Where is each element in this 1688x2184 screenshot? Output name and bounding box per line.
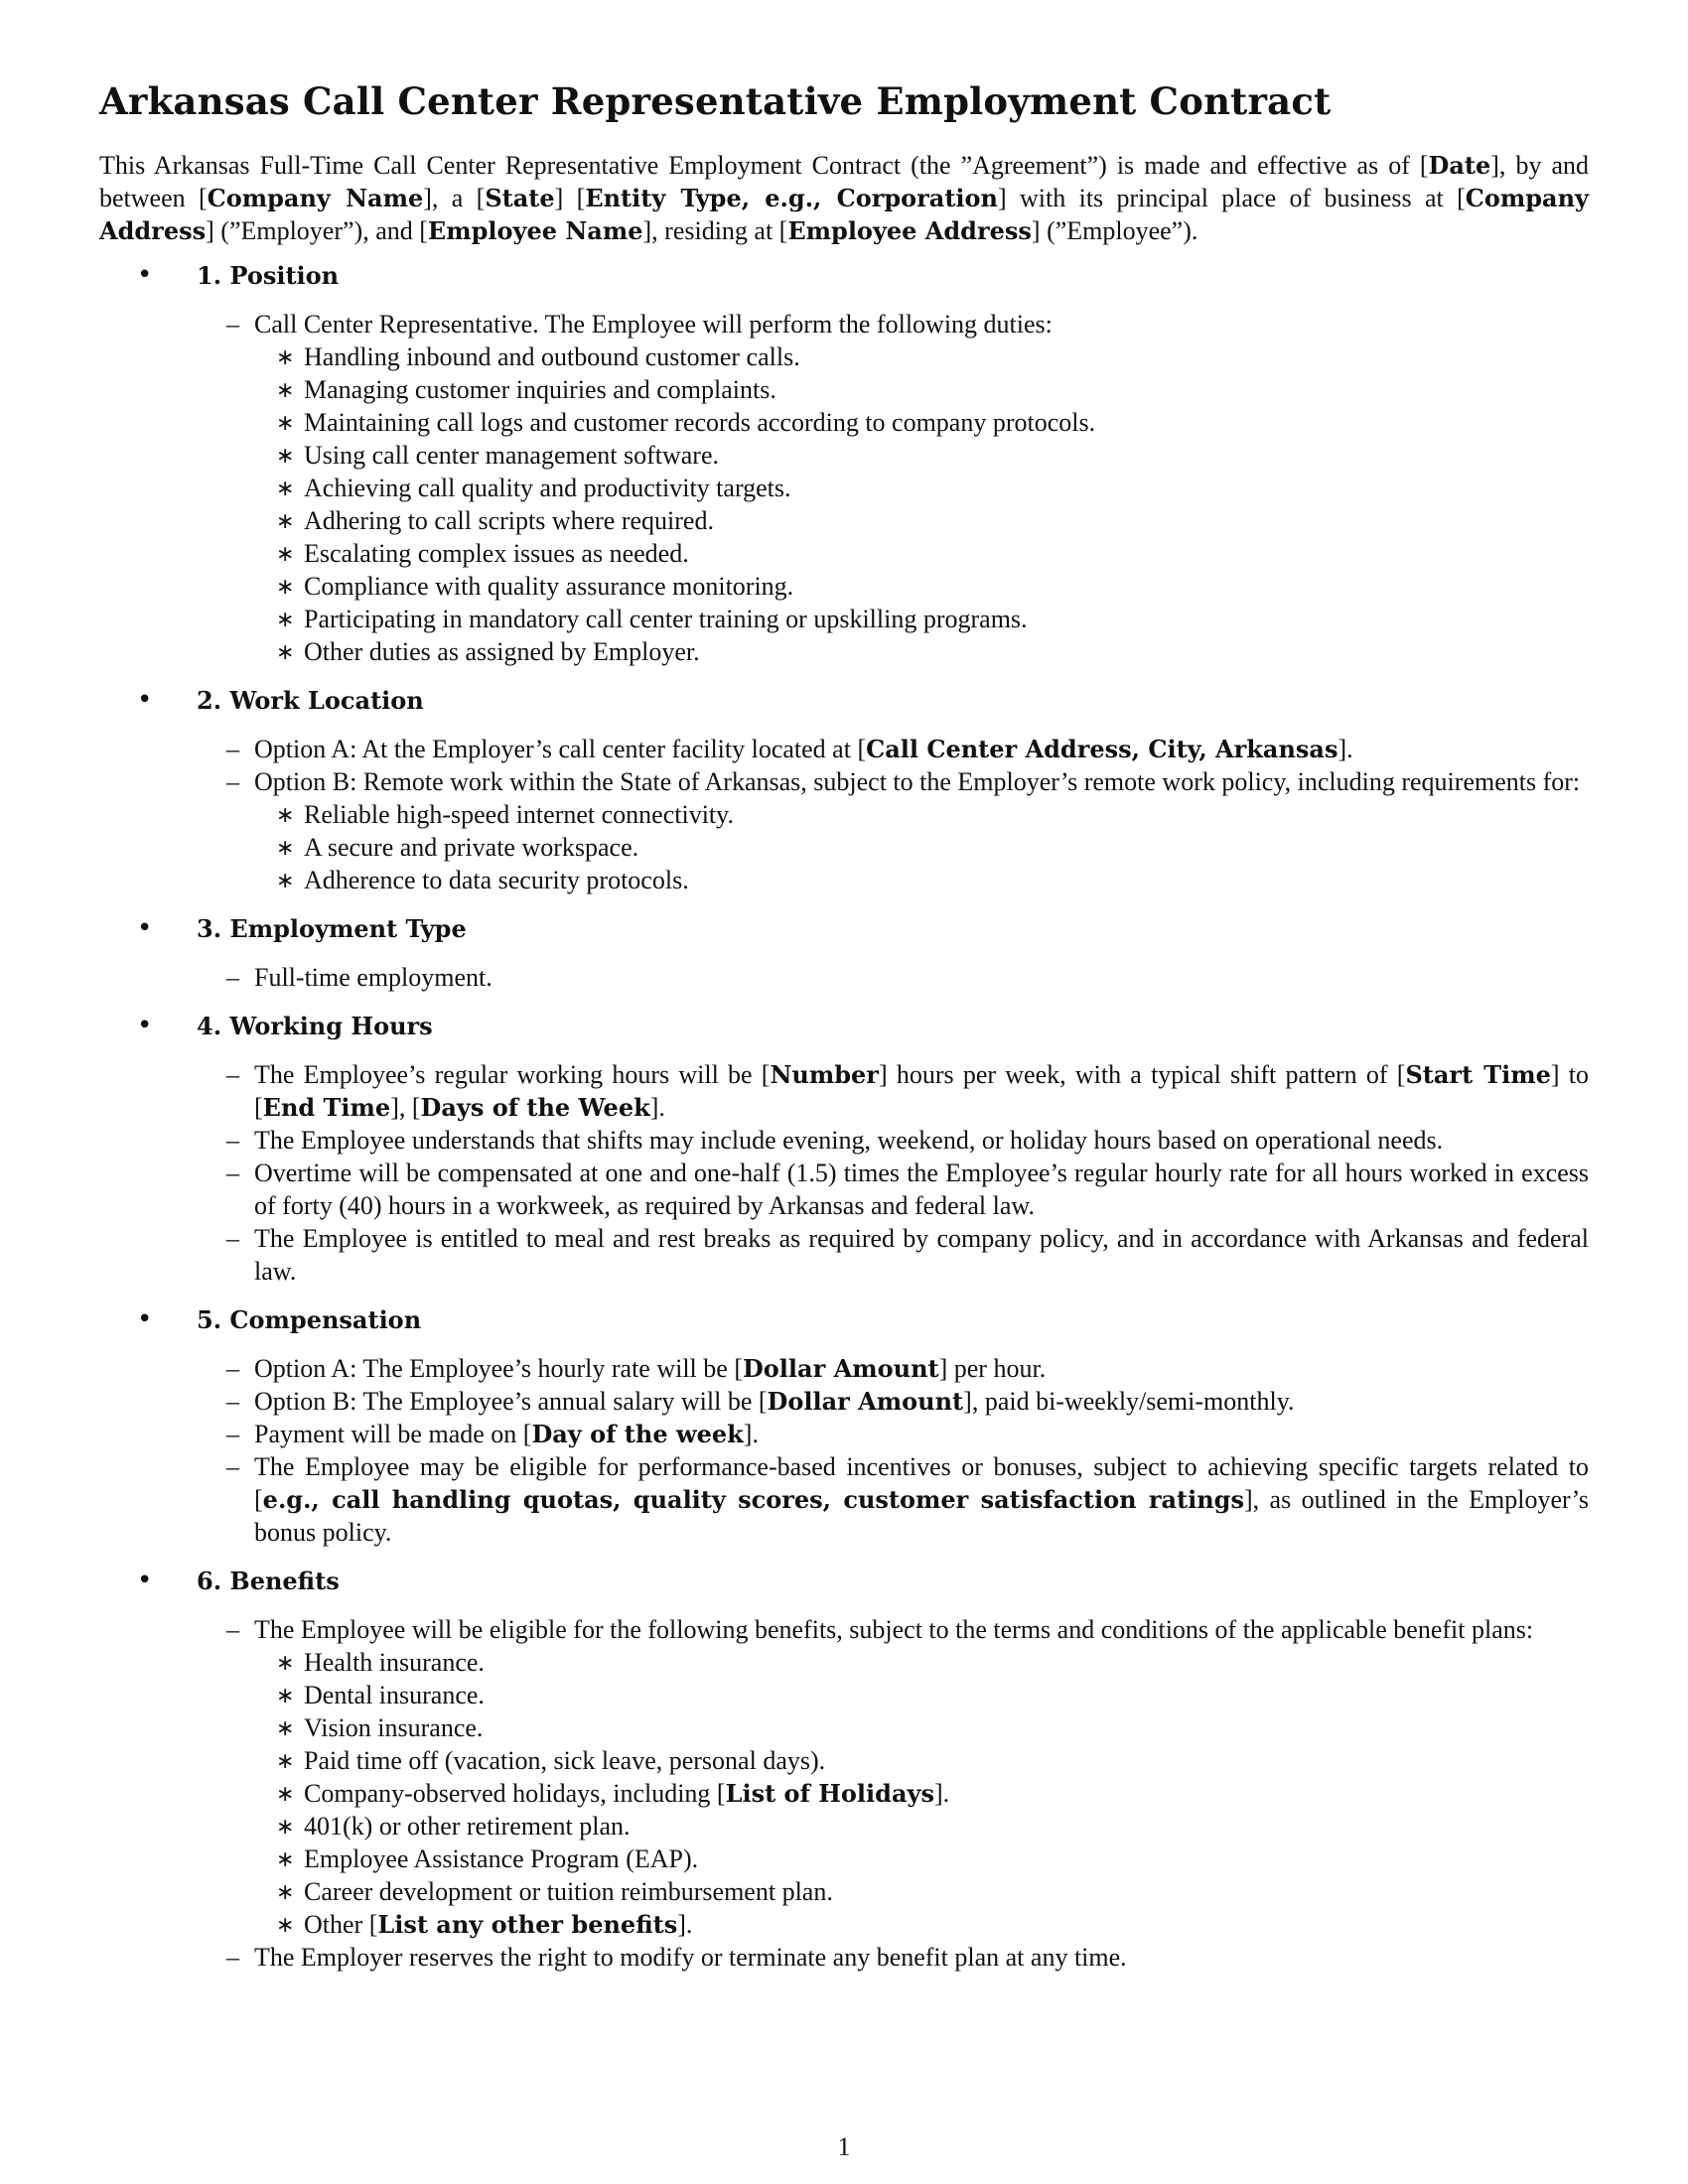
list-item <box>226 1613 1589 1941</box>
bullet-icon: • <box>137 1011 153 1040</box>
bullet-icon: • <box>137 260 153 290</box>
list-item <box>226 765 1589 896</box>
item-text: ], [ <box>390 1093 421 1122</box>
asterisk-icon: ∗ <box>276 476 295 500</box>
sub-item-text: ]. <box>933 1779 950 1808</box>
sub-list-item <box>276 341 1589 373</box>
placeholder-days-of-week: Days of the Week <box>420 1093 650 1122</box>
sub-list-item <box>276 1875 1589 1908</box>
bullet-icon: • <box>137 1304 153 1334</box>
sub-item-text: Escalating complex issues as needed. <box>304 539 689 568</box>
bullet-icon: • <box>137 913 153 943</box>
document-title: Arkansas Call Center Representative Employment Contract <box>99 79 1332 123</box>
sub-list-item <box>276 504 1589 537</box>
placeholder-bonus-targets: e.g., call handling quotas, quality scores, customer satisfaction ratings <box>262 1485 1244 1514</box>
asterisk-icon: ∗ <box>276 443 295 468</box>
sub-list-item <box>276 1843 1589 1875</box>
item-text: The Employee’s regular working hours will be [ <box>254 1060 771 1089</box>
item-text: The Employer reserves the right to modify or terminate any benefit plan at any time. <box>254 1943 1127 1972</box>
sub-list-item <box>276 831 1589 864</box>
placeholder-day-of-week: Day of the week <box>531 1420 744 1448</box>
sub-item-text: ]. <box>677 1910 693 1939</box>
section-heading: 6. Benefits <box>197 1567 340 1595</box>
section-work-location <box>99 684 1589 896</box>
asterisk-icon: ∗ <box>276 410 295 435</box>
sub-item-text: Health insurance. <box>304 1648 485 1677</box>
dash-icon: – <box>226 963 239 992</box>
asterisk-icon: ∗ <box>276 1650 295 1675</box>
item-text: Option A: At the Employer’s call center facility located at [ <box>254 735 867 763</box>
dash-icon: – <box>226 767 239 796</box>
asterisk-icon: ∗ <box>276 1748 295 1773</box>
intro-text: ], by and between [ <box>99 151 1589 212</box>
sub-item-text: 401(k) or other retirement plan. <box>304 1812 631 1841</box>
item-text: ], paid bi-weekly/semi-monthly. <box>963 1387 1295 1416</box>
sub-item-text: Vision insurance. <box>304 1713 484 1742</box>
intro-text: ], residing at [ <box>642 216 788 245</box>
placeholder-date: Date <box>1428 151 1491 180</box>
sub-item-text: Other duties as assigned by Employer. <box>304 637 700 666</box>
item-text: The Employee is entitled to meal and rest breaks as required by company policy, and in accordance with Arkansas and federal law. <box>254 1224 1589 1286</box>
placeholder-call-center-address: Call Center Address, City, Arkansas <box>866 735 1338 763</box>
list-item <box>226 1450 1589 1549</box>
sub-item-text: Reliable high-speed internet connectivity. <box>304 800 734 829</box>
asterisk-icon: ∗ <box>276 1715 295 1740</box>
item-list <box>226 1058 1589 1288</box>
intro-text: ] (”Employee”). <box>1031 216 1198 245</box>
item-text: ], as outlined in the Employer’s bonus policy. <box>254 1485 1589 1547</box>
sub-item-text: A secure and private workspace. <box>304 833 639 862</box>
list-item <box>226 1352 1589 1385</box>
item-text: ]. <box>1337 735 1353 763</box>
duties-list <box>276 341 1589 668</box>
asterisk-icon: ∗ <box>276 1879 295 1904</box>
placeholder-state: State <box>485 184 555 212</box>
intro-paragraph <box>99 149 1589 247</box>
intro-text: ] [ <box>554 184 586 212</box>
section-heading: 4. Working Hours <box>197 1012 433 1040</box>
list-item <box>226 1418 1589 1450</box>
sub-list-item <box>276 1908 1589 1941</box>
sub-item-text: Other [ <box>304 1910 378 1939</box>
sections-list <box>99 259 1589 1974</box>
asterisk-icon: ∗ <box>276 868 295 892</box>
list-item <box>226 733 1589 765</box>
placeholder-dollar-amount: Dollar Amount <box>742 1354 939 1383</box>
item-list <box>226 308 1589 668</box>
list-item <box>226 308 1589 668</box>
sub-list-item <box>276 1777 1589 1810</box>
sub-item-text: Handling inbound and outbound customer calls. <box>304 342 800 371</box>
asterisk-icon: ∗ <box>276 1912 295 1937</box>
item-text: The Employee may be eligible for performance-based incentives or bonuses, subject to achieving specific targets related to [ <box>254 1452 1589 1514</box>
list-item <box>226 1058 1589 1124</box>
asterisk-icon: ∗ <box>276 835 295 860</box>
sub-list-item <box>276 798 1589 831</box>
placeholder-company-name: Company Name <box>207 184 424 212</box>
section-heading: 2. Work Location <box>197 686 424 715</box>
sub-list-item <box>276 1646 1589 1679</box>
item-text: ] to [ <box>254 1060 1589 1122</box>
placeholder-end-time: End Time <box>262 1093 391 1122</box>
asterisk-icon: ∗ <box>276 1814 295 1839</box>
asterisk-icon: ∗ <box>276 344 295 369</box>
section-employment-type <box>99 912 1589 994</box>
list-item <box>226 1941 1589 1974</box>
asterisk-icon: ∗ <box>276 541 295 566</box>
sub-list-item <box>276 439 1589 472</box>
section-working-hours <box>99 1010 1589 1288</box>
asterisk-icon: ∗ <box>276 377 295 402</box>
placeholder-list-of-holidays: List of Holidays <box>725 1779 934 1808</box>
dash-icon: – <box>226 1224 239 1253</box>
intro-text: ], a [ <box>423 184 486 212</box>
sub-list-item <box>276 472 1589 504</box>
sub-item-text: Adherence to data security protocols. <box>304 866 689 894</box>
dash-icon: – <box>226 1060 239 1089</box>
item-list <box>226 1613 1589 1974</box>
section-compensation <box>99 1303 1589 1549</box>
sub-list-item <box>276 1744 1589 1777</box>
item-text: Call Center Representative. The Employee will perform the following duties: <box>254 310 1053 339</box>
placeholder-entity-type: Entity Type, e.g., Corporation <box>585 184 999 212</box>
asterisk-icon: ∗ <box>276 802 295 827</box>
item-list <box>226 733 1589 896</box>
sub-list-item <box>276 1711 1589 1744</box>
sub-item-text: Adhering to call scripts where required. <box>304 506 714 535</box>
item-list <box>226 961 1589 994</box>
section-benefits <box>99 1565 1589 1974</box>
list-item <box>226 1385 1589 1418</box>
requirements-list <box>276 798 1589 896</box>
dash-icon: – <box>226 1159 239 1187</box>
placeholder-number: Number <box>770 1060 879 1089</box>
list-item <box>226 1124 1589 1157</box>
sub-item-text: Career development or tuition reimbursement plan. <box>304 1877 833 1906</box>
item-text: Payment will be made on [ <box>254 1420 532 1448</box>
list-item <box>226 1157 1589 1222</box>
item-text: ]. <box>649 1093 665 1122</box>
placeholder-company-address: Company Address <box>99 184 1589 245</box>
sub-item-text: Dental insurance. <box>304 1681 485 1709</box>
item-text: Option B: Remote work within the State of Arkansas, subject to the Employer’s remote work policy, including requirements for: <box>254 767 1581 796</box>
dash-icon: – <box>226 310 239 339</box>
item-text: Option B: The Employee’s annual salary will be [ <box>254 1387 768 1416</box>
sub-list-item <box>276 603 1589 635</box>
item-text: The Employee will be eligible for the following benefits, subject to the terms and conditions of the applicable benefit plans: <box>254 1615 1534 1644</box>
sub-list-item <box>276 373 1589 406</box>
sub-item-text: Using call center management software. <box>304 441 719 470</box>
asterisk-icon: ∗ <box>276 1846 295 1871</box>
document-page <box>99 79 1589 1989</box>
item-list <box>226 1352 1589 1549</box>
section-heading: 1. Position <box>197 261 340 290</box>
item-text: Overtime will be compensated at one and one-half (1.5) times the Employee’s regular hourly rate for all hours worked in excess of forty (40) hours in a workweek, as required by Arkansas and federal law. <box>254 1159 1589 1220</box>
asterisk-icon: ∗ <box>276 1683 295 1707</box>
dash-icon: – <box>226 1420 239 1448</box>
dash-icon: – <box>226 1452 239 1481</box>
list-item <box>226 961 1589 994</box>
dash-icon: – <box>226 1615 239 1644</box>
asterisk-icon: ∗ <box>276 574 295 599</box>
placeholder-employee-address: Employee Address <box>787 216 1032 245</box>
sub-item-text: Maintaining call logs and customer records according to company protocols. <box>304 408 1096 437</box>
placeholder-start-time: Start Time <box>1405 1060 1551 1089</box>
placeholder-dollar-amount: Dollar Amount <box>767 1387 964 1416</box>
dash-icon: – <box>226 1354 239 1383</box>
sub-item-text: Participating in mandatory call center training or upskilling programs. <box>304 605 1028 633</box>
item-text: ] per hour. <box>938 1354 1047 1383</box>
sub-item-text: Achieving call quality and productivity targets. <box>304 474 791 502</box>
asterisk-icon: ∗ <box>276 607 295 631</box>
asterisk-icon: ∗ <box>276 508 295 533</box>
placeholder-other-benefits: List any other benefits <box>377 1910 678 1939</box>
placeholder-employee-name: Employee Name <box>427 216 643 245</box>
sub-list-item <box>276 864 1589 896</box>
intro-text: This Arkansas Full-Time Call Center Representative Employment Contract (the ”Agreement”) is made and effective as of [ <box>99 151 1429 180</box>
sub-list-item <box>276 406 1589 439</box>
sub-item-text: Company-observed holidays, including [ <box>304 1779 726 1808</box>
item-text: ] hours per week, with a typical shift pattern of [ <box>878 1060 1406 1089</box>
asterisk-icon: ∗ <box>276 639 295 664</box>
item-text: The Employee understands that shifts may include evening, weekend, or holiday hours based on operational needs. <box>254 1126 1444 1155</box>
dash-icon: – <box>226 1387 239 1416</box>
item-text: ]. <box>743 1420 759 1448</box>
sub-list-item <box>276 1810 1589 1843</box>
item-text: Option A: The Employee’s hourly rate will be [ <box>254 1354 743 1383</box>
section-heading: 3. Employment Type <box>197 914 467 943</box>
sub-list-item <box>276 635 1589 668</box>
dash-icon: – <box>226 1943 239 1972</box>
dash-icon: – <box>226 735 239 763</box>
sub-list-item <box>276 537 1589 570</box>
page-number: 1 <box>837 2132 851 2161</box>
dash-icon: – <box>226 1126 239 1155</box>
benefits-list <box>276 1646 1589 1941</box>
intro-text: ] with its principal place of business at [ <box>998 184 1466 212</box>
item-text: Full-time employment. <box>254 963 492 992</box>
section-heading: 5. Compensation <box>197 1305 422 1334</box>
sub-item-text: Paid time off (vacation, sick leave, personal days). <box>304 1746 826 1775</box>
sub-item-text: Employee Assistance Program (EAP). <box>304 1844 699 1873</box>
bullet-icon: • <box>137 685 153 715</box>
list-item <box>226 1222 1589 1288</box>
asterisk-icon: ∗ <box>276 1781 295 1806</box>
section-position <box>99 259 1589 668</box>
bullet-icon: • <box>137 1566 153 1595</box>
sub-list-item <box>276 1679 1589 1711</box>
sub-item-text: Compliance with quality assurance monitoring. <box>304 572 794 601</box>
intro-text: ] (”Employer”), and [ <box>206 216 428 245</box>
sub-item-text: Managing customer inquiries and complaints. <box>304 375 776 404</box>
sub-list-item <box>276 570 1589 603</box>
